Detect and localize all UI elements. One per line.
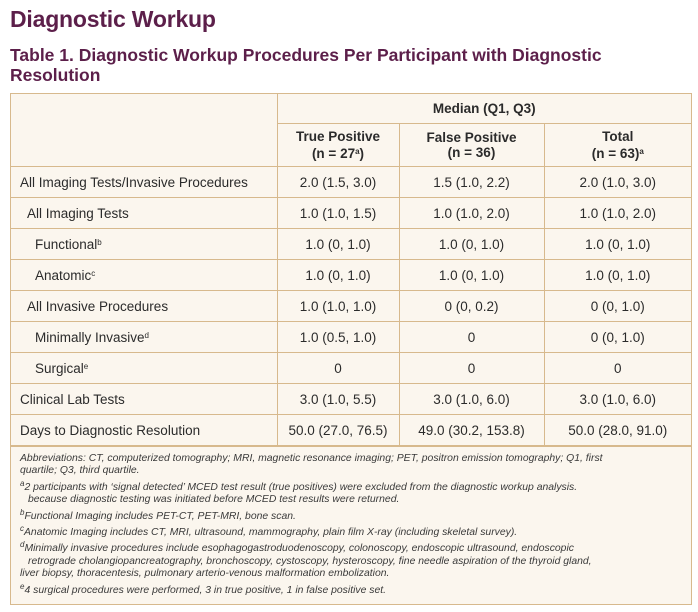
cell-true-positive: 1.0 (0, 1.0): [277, 260, 399, 291]
header-col-false-positive: [399, 124, 544, 167]
footnote-a-cont: because diagnostic testing was initiated before MCED test results were returned.: [28, 494, 400, 506]
data-table: [10, 93, 692, 605]
header-group-median: Median (Q1, Q3): [277, 94, 691, 124]
cell-false-positive: 1.0 (0, 1.0): [399, 229, 544, 260]
table-title: Table 1. Diagnostic Workup Procedures Per Participant with Diagnostic Resolution: [10, 45, 602, 85]
cell-false-positive: 0 (0, 0.2): [399, 291, 544, 322]
footnote-d: $^d$Minimally invasive procedures include esophagogastroduodenoscopy, colonoscopy, endoscopic ultrasound, endoscopic: [20, 540, 574, 555]
footnote-c: $^c$Anatomic Imaging includes CT, MRI, ultrasound, mammography, plain film X-ray (including skeletal survey).: [20, 524, 518, 539]
table-row: [11, 353, 691, 384]
cell-total: 1.0 (0, 1.0): [544, 229, 691, 260]
footnote-d-cont2: liver biopsy, thoracentesis, pulmonary arterio-venous malformation embolization.: [20, 568, 390, 580]
cell-total: 0 (0, 1.0): [544, 291, 691, 322]
page-title: Diagnostic Workup: [10, 6, 216, 32]
header-col-label: True Positive: [295, 129, 381, 144]
document-page: [10, 0, 690, 85]
cell-total: 3.0 (1.0, 6.0): [544, 384, 691, 415]
table-row: [11, 415, 691, 446]
row-label: All Imaging Tests: [11, 198, 277, 229]
header-col-n: (n = 36): [447, 145, 496, 160]
cell-true-positive: 3.0 (1.0, 5.5): [277, 384, 399, 415]
footnote-e: $^e$4 surgical procedures were performed, 3 in true positive, 1 in false positive set.: [20, 581, 386, 596]
row-label: Minimally Invasive$^d$: [11, 322, 277, 353]
cell-true-positive: 1.0 (0, 1.0): [277, 229, 399, 260]
table-row: [11, 322, 691, 353]
cell-true-positive: 2.0 (1.5, 3.0): [277, 167, 399, 198]
cell-true-positive: 1.0 (1.0, 1.5): [277, 198, 399, 229]
cell-true-positive: 1.0 (1.0, 1.0): [277, 291, 399, 322]
cell-total: 50.0 (28.0, 91.0): [544, 415, 691, 446]
header-col-total: [544, 124, 691, 167]
row-label: Functional$^b$: [11, 229, 277, 260]
cell-total: 0: [544, 353, 691, 384]
footnote-abbreviations-cont: quartile; Q3, third quartile.: [20, 465, 140, 477]
footnote-b: $^b$Functional Imaging includes PET-CT, PET-MRI, bone scan.: [20, 507, 296, 522]
cell-true-positive: 1.0 (0.5, 1.0): [277, 322, 399, 353]
header-col-true-positive: [277, 124, 399, 167]
row-label: Clinical Lab Tests: [11, 384, 277, 415]
row-label: All Invasive Procedures: [11, 291, 277, 322]
header-col-n: $(n = 27^a)$: [311, 146, 365, 161]
cell-total: 0 (0, 1.0): [544, 322, 691, 353]
cell-total: 1.0 (0, 1.0): [544, 260, 691, 291]
cell-false-positive: 0: [399, 353, 544, 384]
table-row: [11, 291, 691, 322]
table-row: [11, 260, 691, 291]
header-col-label: False Positive: [426, 130, 517, 145]
row-label: Anatomic$^c$: [11, 260, 277, 291]
cell-false-positive: 1.0 (0, 1.0): [399, 260, 544, 291]
row-label: All Imaging Tests/Invasive Procedures: [11, 167, 277, 198]
table-row: [11, 384, 691, 415]
footnote-abbreviations: Abbreviations: CT, computerized tomography; MRI, magnetic resonance imaging; PET, positron emission tomography; Q1, first: [20, 453, 603, 464]
header-col-n: (n = 63)$^a$: [591, 146, 644, 161]
cell-false-positive: 1.0 (1.0, 2.0): [399, 198, 544, 229]
cell-false-positive: 49.0 (30.2, 153.8): [399, 415, 544, 446]
footnote-a: $^a$2 participants with ‘signal detected’ MCED test result (true positives) were excluded from the diagnostic workup analysis.: [20, 478, 578, 493]
cell-total: 1.0 (1.0, 2.0): [544, 198, 691, 229]
cell-true-positive: 0: [277, 353, 399, 384]
cell-total: 2.0 (1.0, 3.0): [544, 167, 691, 198]
table-row: [11, 167, 691, 198]
cell-false-positive: 3.0 (1.0, 6.0): [399, 384, 544, 415]
cell-false-positive: 1.5 (1.0, 2.2): [399, 167, 544, 198]
cell-true-positive: 50.0 (27.0, 76.5): [277, 415, 399, 446]
row-label: Surgical$^e$: [11, 353, 277, 384]
table-footnotes: [11, 446, 691, 604]
header-col-label: Total: [602, 129, 634, 144]
table-row: [11, 198, 691, 229]
table-row: [11, 229, 691, 260]
footnote-d-cont: retrograde cholangiopancreatography, bronchoscopy, cystoscopy, hysteroscopy, fine needle aspiration of the thyroid gland,: [28, 555, 592, 567]
row-label: Days to Diagnostic Resolution: [11, 415, 277, 446]
cell-false-positive: 0: [399, 322, 544, 353]
header-empty-cell: [11, 94, 277, 167]
